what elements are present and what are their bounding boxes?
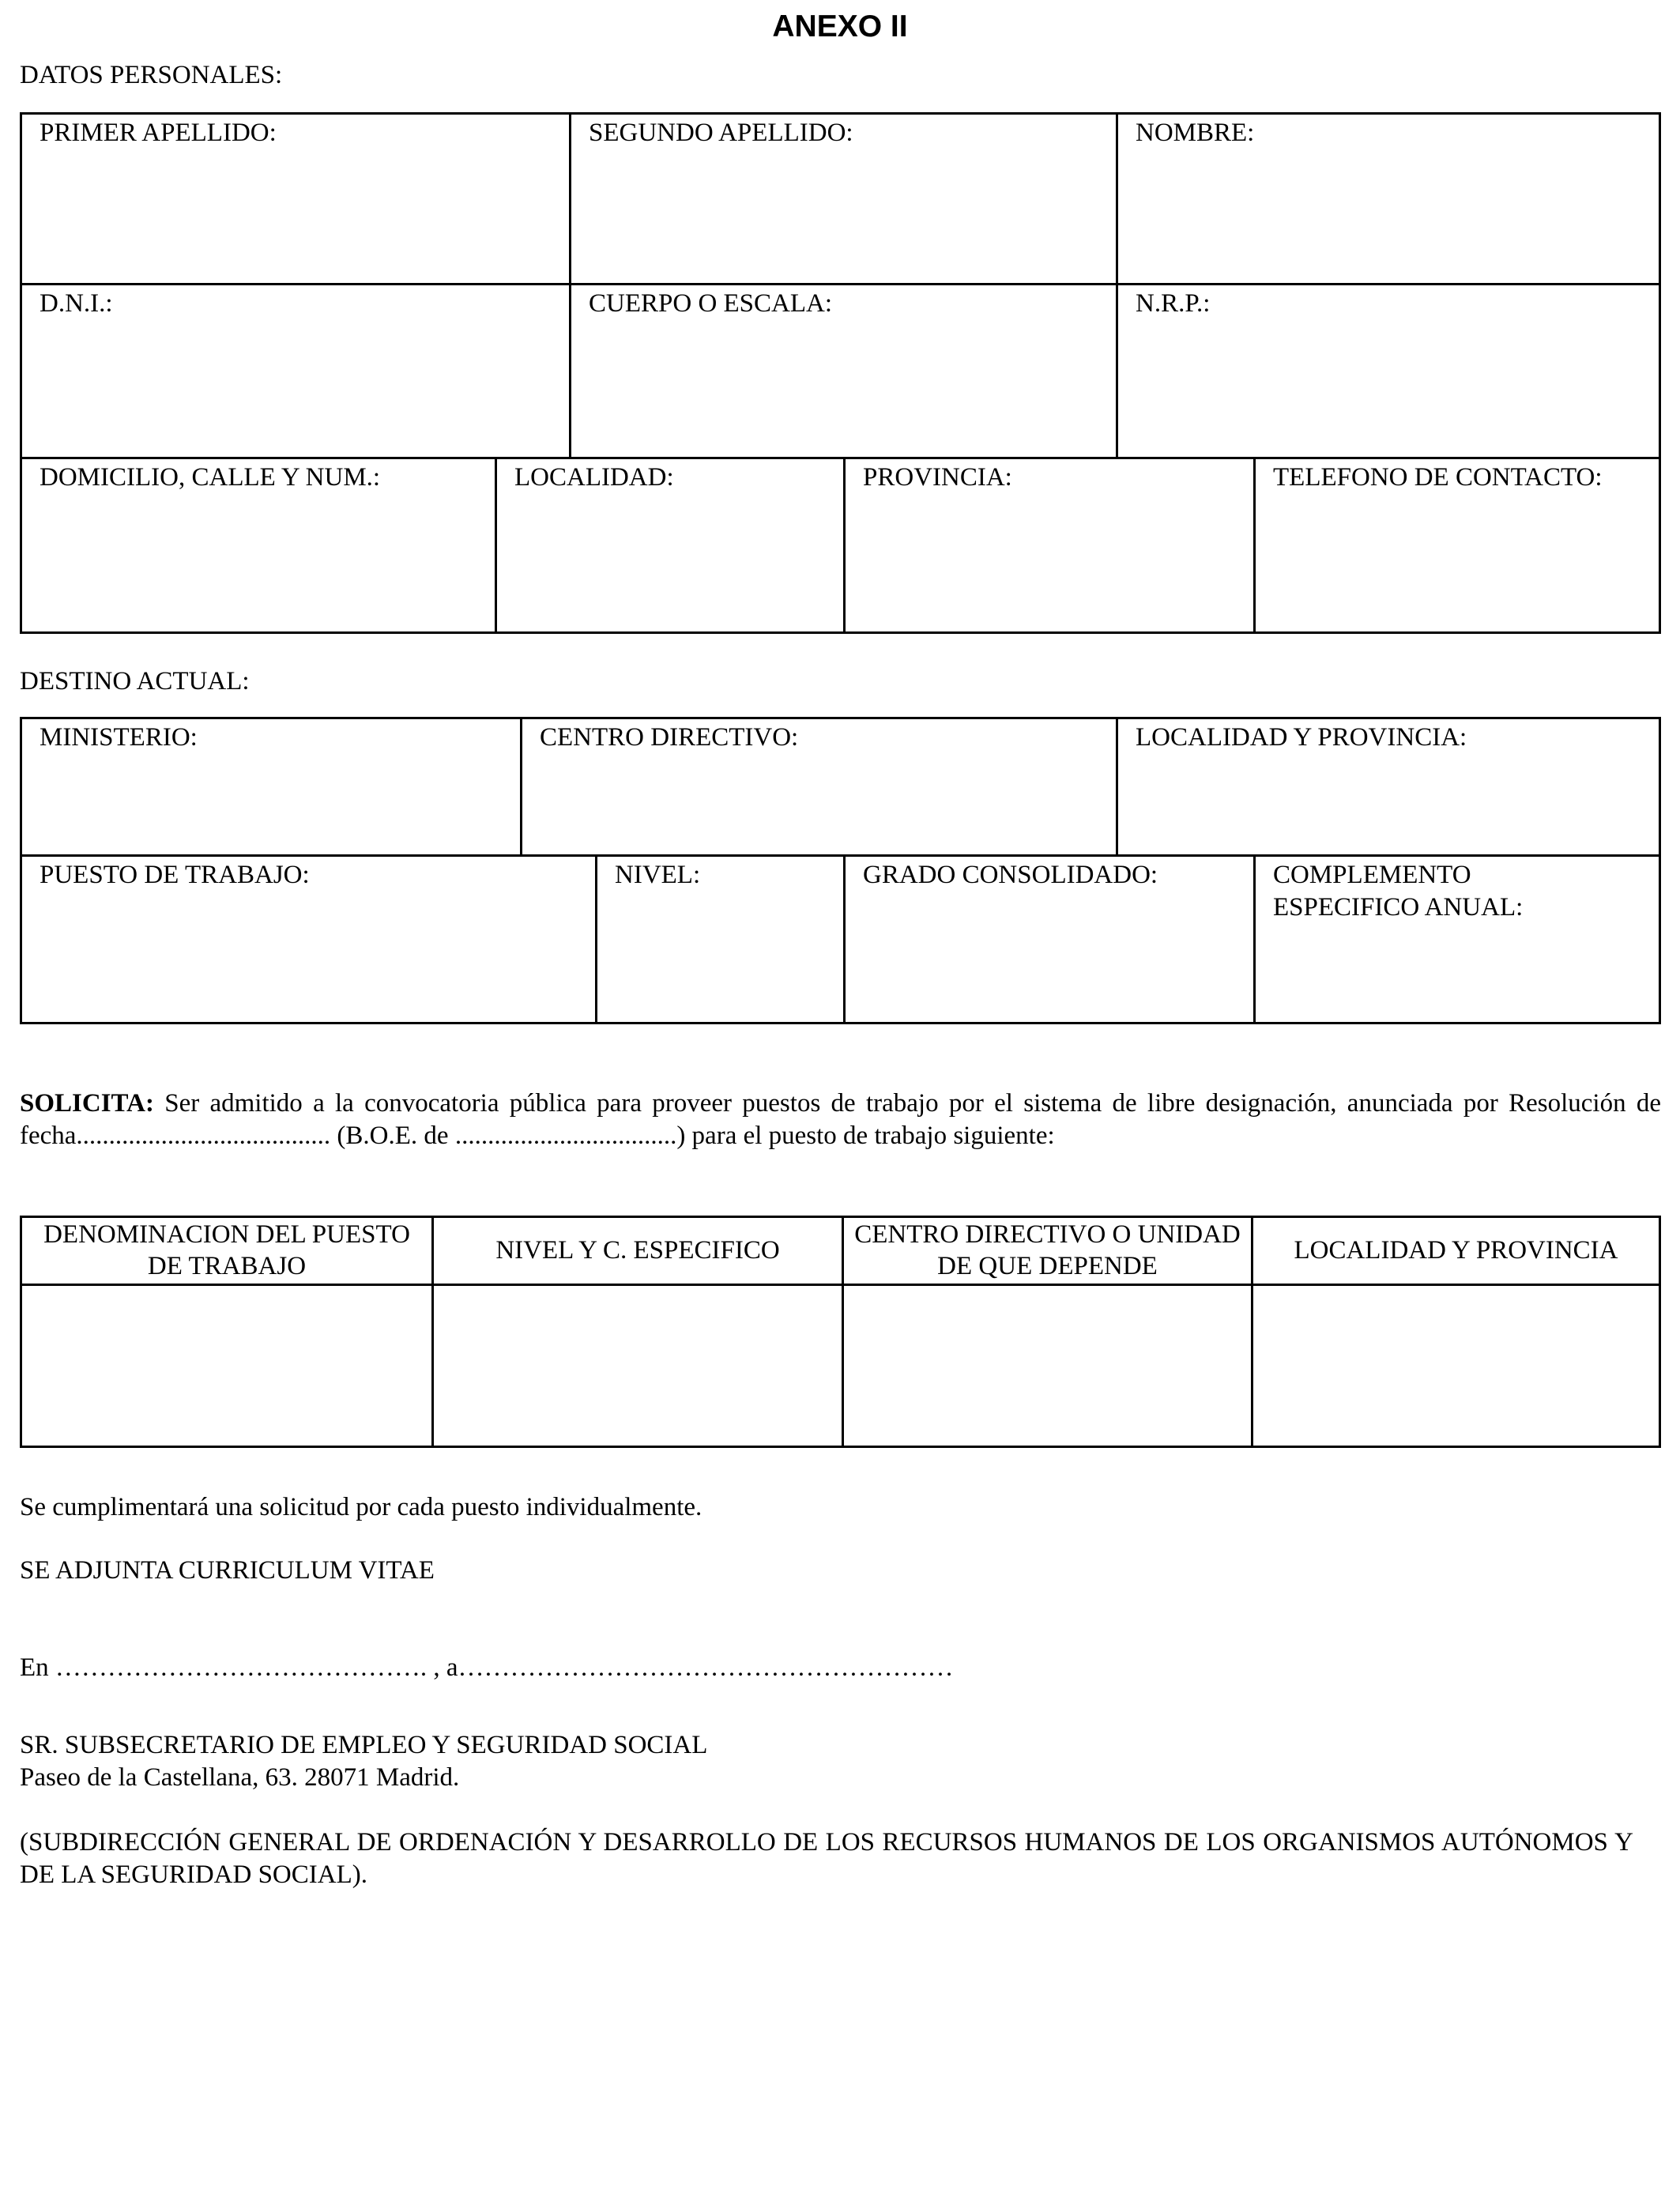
datos-personales-table xyxy=(20,112,1661,634)
field-label: COMPLEMENTO ESPECIFICO ANUAL: xyxy=(1273,861,1524,922)
field-label: LOCALIDAD Y PROVINCIA: xyxy=(1136,723,1467,752)
dni-field[interactable] xyxy=(22,285,569,457)
field-label: NIVEL: xyxy=(615,861,701,889)
cuerpo-escala-field[interactable] xyxy=(569,285,1116,457)
field-label: CUERPO O ESCALA: xyxy=(589,289,833,318)
field-label: SEGUNDO APELLIDO: xyxy=(589,119,853,147)
localidad-provincia-field[interactable] xyxy=(1116,719,1659,854)
centro-directivo-field[interactable] xyxy=(520,719,1116,854)
subdireccion-text: (SUBDIRECCIÓN GENERAL DE ORDENACIÓN Y DESARROLLO DE LOS RECURSOS HUMANOS DE LOS ORGANISMOS AUTÓNOMOS Y DE LA SEGURIDAD SOCIAL). xyxy=(20,1828,1633,1890)
table-row xyxy=(22,1284,1659,1446)
telefono-field[interactable] xyxy=(1253,459,1659,631)
nombre-field[interactable] xyxy=(1116,115,1659,283)
table-row xyxy=(22,719,1659,854)
solicita-text: Ser admitido a la convocatoria pública para proveer puestos de trabajo por el sistema de libre designación, anunciada por Resolución de fecha....................................... (B.O.E. de ..................................) para el puesto de trabajo siguiente: xyxy=(20,1089,1661,1151)
puesto-trabajo-field[interactable] xyxy=(22,857,595,1022)
table-row xyxy=(22,283,1659,457)
centro-directivo-input-cell[interactable] xyxy=(842,1286,1251,1446)
field-label: CENTRO DIRECTIVO: xyxy=(540,723,799,752)
nivel-field[interactable] xyxy=(595,857,843,1022)
field-label: PROVINCIA: xyxy=(863,463,1012,492)
field-label: LOCALIDAD: xyxy=(514,463,674,492)
field-label: NOMBRE: xyxy=(1136,119,1255,147)
table-row xyxy=(22,854,1659,1022)
localidad-field[interactable] xyxy=(495,459,843,631)
field-label: MINISTERIO: xyxy=(40,723,198,752)
field-label: GRADO CONSOLIDADO: xyxy=(863,861,1158,889)
column-header: DENOMINACION DEL PUESTO DE TRABAJO xyxy=(43,1220,410,1280)
field-label: N.R.P.: xyxy=(1136,289,1211,318)
denominacion-input-cell[interactable] xyxy=(22,1286,431,1446)
destino-actual-table xyxy=(20,717,1661,1024)
segundo-apellido-field[interactable] xyxy=(569,115,1116,283)
direccion-text: Paseo de la Castellana, 63. 28071 Madrid. xyxy=(20,1763,460,1792)
localidad-provincia-input-cell[interactable] xyxy=(1251,1286,1659,1446)
nrp-field[interactable] xyxy=(1116,285,1659,457)
domicilio-field[interactable] xyxy=(22,459,495,631)
lugar-fecha-line: En ……………………………………. , a………………………………………………… xyxy=(20,1653,954,1682)
solicita-paragraph xyxy=(20,1088,1661,1153)
puesto-solicitado-table xyxy=(20,1216,1661,1448)
note-text: Se cumplimentará una solicitud por cada puesto individualmente. xyxy=(20,1493,703,1521)
column-header: CENTRO DIRECTIVO O UNIDAD DE QUE DEPENDE xyxy=(842,1218,1251,1284)
ministerio-field[interactable] xyxy=(22,719,520,854)
section-heading-datos-personales: DATOS PERSONALES: xyxy=(20,61,283,89)
page-title: ANEXO II xyxy=(772,9,908,43)
solicita-label: SOLICITA: xyxy=(20,1089,154,1118)
provincia-field[interactable] xyxy=(843,459,1253,631)
table-row xyxy=(22,457,1659,631)
field-label: PRIMER APELLIDO: xyxy=(40,119,277,147)
adjunta-cv-text: SE ADJUNTA CURRICULUM VITAE xyxy=(20,1556,435,1585)
field-label: PUESTO DE TRABAJO: xyxy=(40,861,310,889)
table-header-row xyxy=(22,1218,1659,1284)
column-header: LOCALIDAD Y PROVINCIA xyxy=(1251,1218,1659,1284)
table-row xyxy=(22,115,1659,283)
nivel-especifico-input-cell[interactable] xyxy=(431,1286,842,1446)
section-heading-destino-actual: DESTINO ACTUAL: xyxy=(20,667,250,696)
complemento-especifico-field[interactable] xyxy=(1253,857,1659,1022)
grado-consolidado-field[interactable] xyxy=(843,857,1253,1022)
field-label: DOMICILIO, CALLE Y NUM.: xyxy=(40,463,381,492)
column-header: NIVEL Y C. ESPECIFICO xyxy=(431,1218,842,1284)
destinatario-text: SR. SUBSECRETARIO DE EMPLEO Y SEGURIDAD SOCIAL xyxy=(20,1731,708,1759)
field-label: D.N.I.: xyxy=(40,289,113,318)
primer-apellido-field[interactable] xyxy=(22,115,569,283)
field-label: TELEFONO DE CONTACTO: xyxy=(1273,463,1603,492)
